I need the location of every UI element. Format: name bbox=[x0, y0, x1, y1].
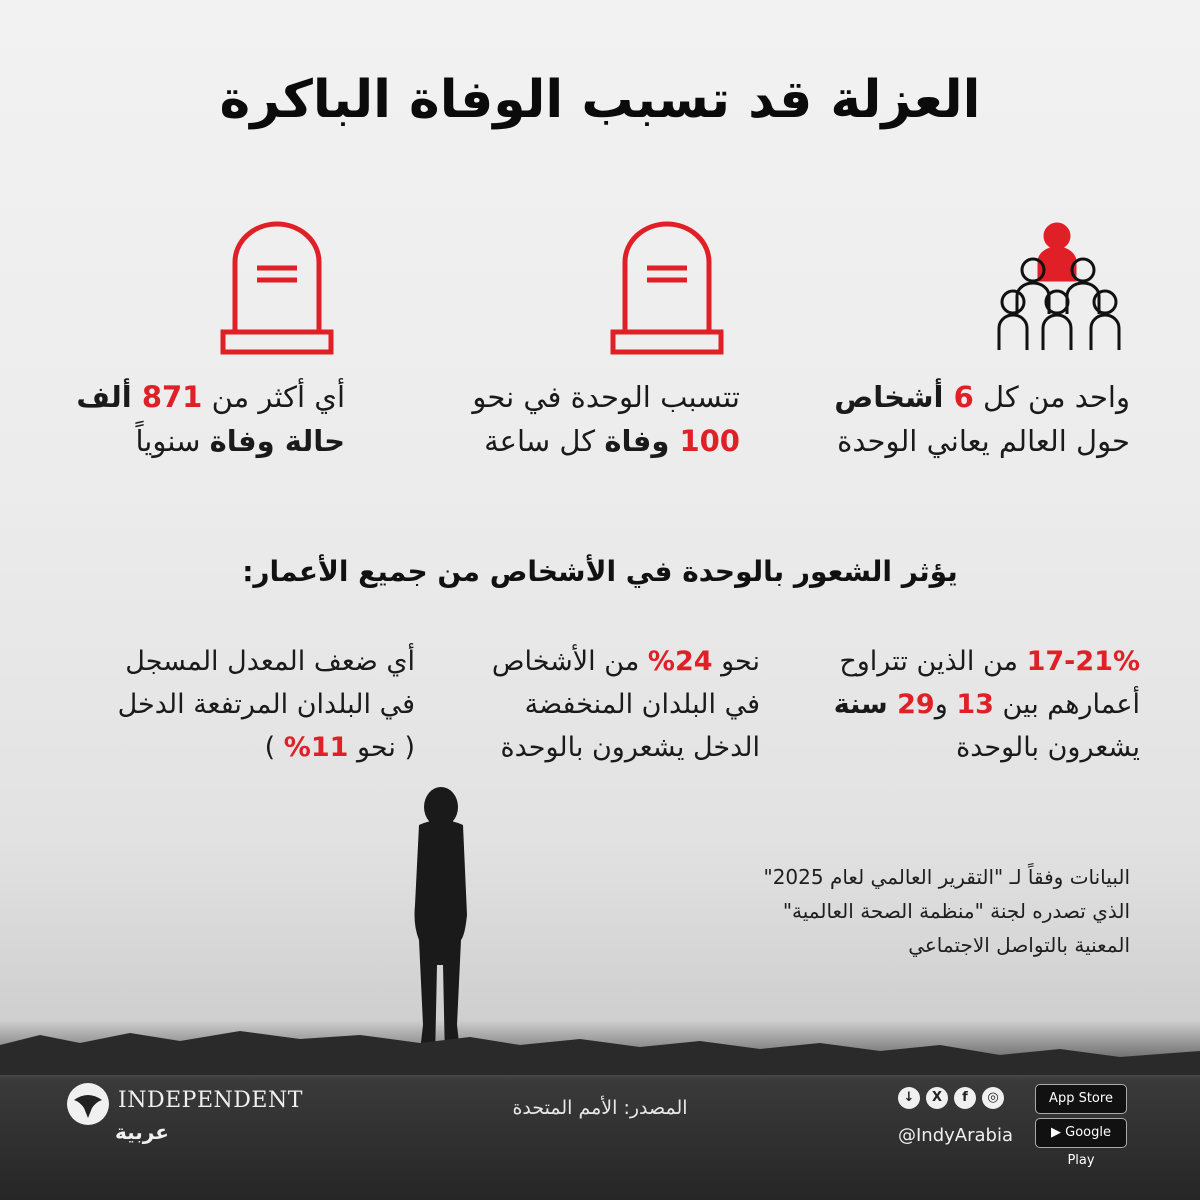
stat-number: 24% bbox=[647, 646, 713, 677]
stat-deaths-yearly bbox=[25, 375, 345, 463]
stat-text: الدخل يشعرون بالوحدة bbox=[500, 732, 760, 763]
social-handle[interactable]: @IndyArabia bbox=[898, 1125, 1013, 1146]
stat-text: أي ضعف المعدل المسجل bbox=[125, 646, 415, 677]
stat-text: من الأشخاص bbox=[491, 646, 648, 677]
source-credit: المصدر: الأمم المتحدة bbox=[512, 1097, 688, 1119]
stat-number: 871 bbox=[141, 380, 203, 414]
app-store-badge[interactable] bbox=[1035, 1084, 1127, 1114]
stat-bold: أشخاص bbox=[834, 380, 954, 414]
section-heading: يؤثر الشعور بالوحدة في الأشخاص من جميع الأعمار: bbox=[242, 555, 958, 588]
stat-number: 17-21% bbox=[1026, 646, 1140, 677]
x-icon[interactable]: X bbox=[926, 1087, 948, 1109]
stat-text: سنوياً bbox=[135, 424, 210, 458]
rocky-shore bbox=[0, 1015, 1200, 1075]
independent-eagle-logo-icon bbox=[66, 1082, 110, 1126]
people-group-icon bbox=[995, 218, 1130, 358]
stat-text: حول العالم يعاني الوحدة bbox=[837, 424, 1130, 458]
brand-arabic: عربية bbox=[115, 1120, 169, 1144]
stat-text: في البلدان المرتفعة الدخل bbox=[117, 689, 415, 720]
stat-text: أي أكثر من bbox=[202, 380, 345, 414]
stat-number: 100 bbox=[679, 424, 740, 458]
stat-number: 13 bbox=[956, 689, 994, 720]
age-stat-high-income bbox=[45, 640, 415, 769]
stat-text: من الذين تتراوح bbox=[839, 646, 1027, 677]
stat-text: و bbox=[934, 689, 957, 720]
tombstone-icon bbox=[205, 220, 350, 356]
data-note bbox=[610, 860, 1130, 962]
stat-number: 6 bbox=[953, 380, 974, 414]
age-stat-youth bbox=[760, 640, 1140, 769]
stat-text: واحد من كل bbox=[973, 380, 1130, 414]
stat-text: نحو bbox=[712, 646, 760, 677]
note-line: الذي تصدره لجنة "منظمة الصحة العالمية" bbox=[782, 899, 1130, 923]
stat-text: ) bbox=[264, 732, 284, 763]
download-icon[interactable]: ↓ bbox=[898, 1087, 920, 1109]
note-line: المعنية بالتواصل الاجتماعي bbox=[908, 933, 1130, 957]
facebook-icon[interactable]: f bbox=[954, 1087, 976, 1109]
stat-text: ( نحو bbox=[348, 732, 415, 763]
stat-bold: سنة bbox=[833, 689, 898, 720]
stat-people bbox=[710, 375, 1130, 463]
instagram-icon[interactable]: ◎ bbox=[982, 1087, 1004, 1109]
stat-text: كل ساعة bbox=[484, 424, 605, 458]
stat-text: أعمارهم بين bbox=[993, 689, 1140, 720]
stat-bold: وفاة bbox=[604, 424, 680, 458]
age-stat-low-income bbox=[400, 640, 760, 769]
play-icon: ▶ bbox=[1051, 1125, 1066, 1140]
brand-name: INDEPENDENT bbox=[118, 1088, 303, 1113]
stat-deaths-hourly bbox=[380, 375, 740, 463]
stat-bold: حالة وفاة bbox=[209, 424, 345, 458]
page-title: العزلة قد تسبب الوفاة الباكرة bbox=[219, 70, 981, 130]
stat-text: يشعرون بالوحدة bbox=[956, 732, 1140, 763]
stat-bold: ألف bbox=[76, 380, 142, 414]
google-play-label: Google Play bbox=[1065, 1125, 1111, 1168]
note-line: البيانات وفقاً لـ "التقرير العالمي لعام 2025" bbox=[763, 865, 1130, 889]
stat-text: تتسبب الوحدة في نحو bbox=[472, 380, 740, 414]
tombstone-icon bbox=[595, 220, 740, 356]
stat-text: في البلدان المنخفضة bbox=[524, 689, 760, 720]
google-play-badge[interactable] bbox=[1035, 1118, 1127, 1168]
stat-number: 11% bbox=[283, 732, 349, 763]
app-store-label: App Store bbox=[1049, 1091, 1113, 1106]
stat-number: 29 bbox=[897, 689, 935, 720]
